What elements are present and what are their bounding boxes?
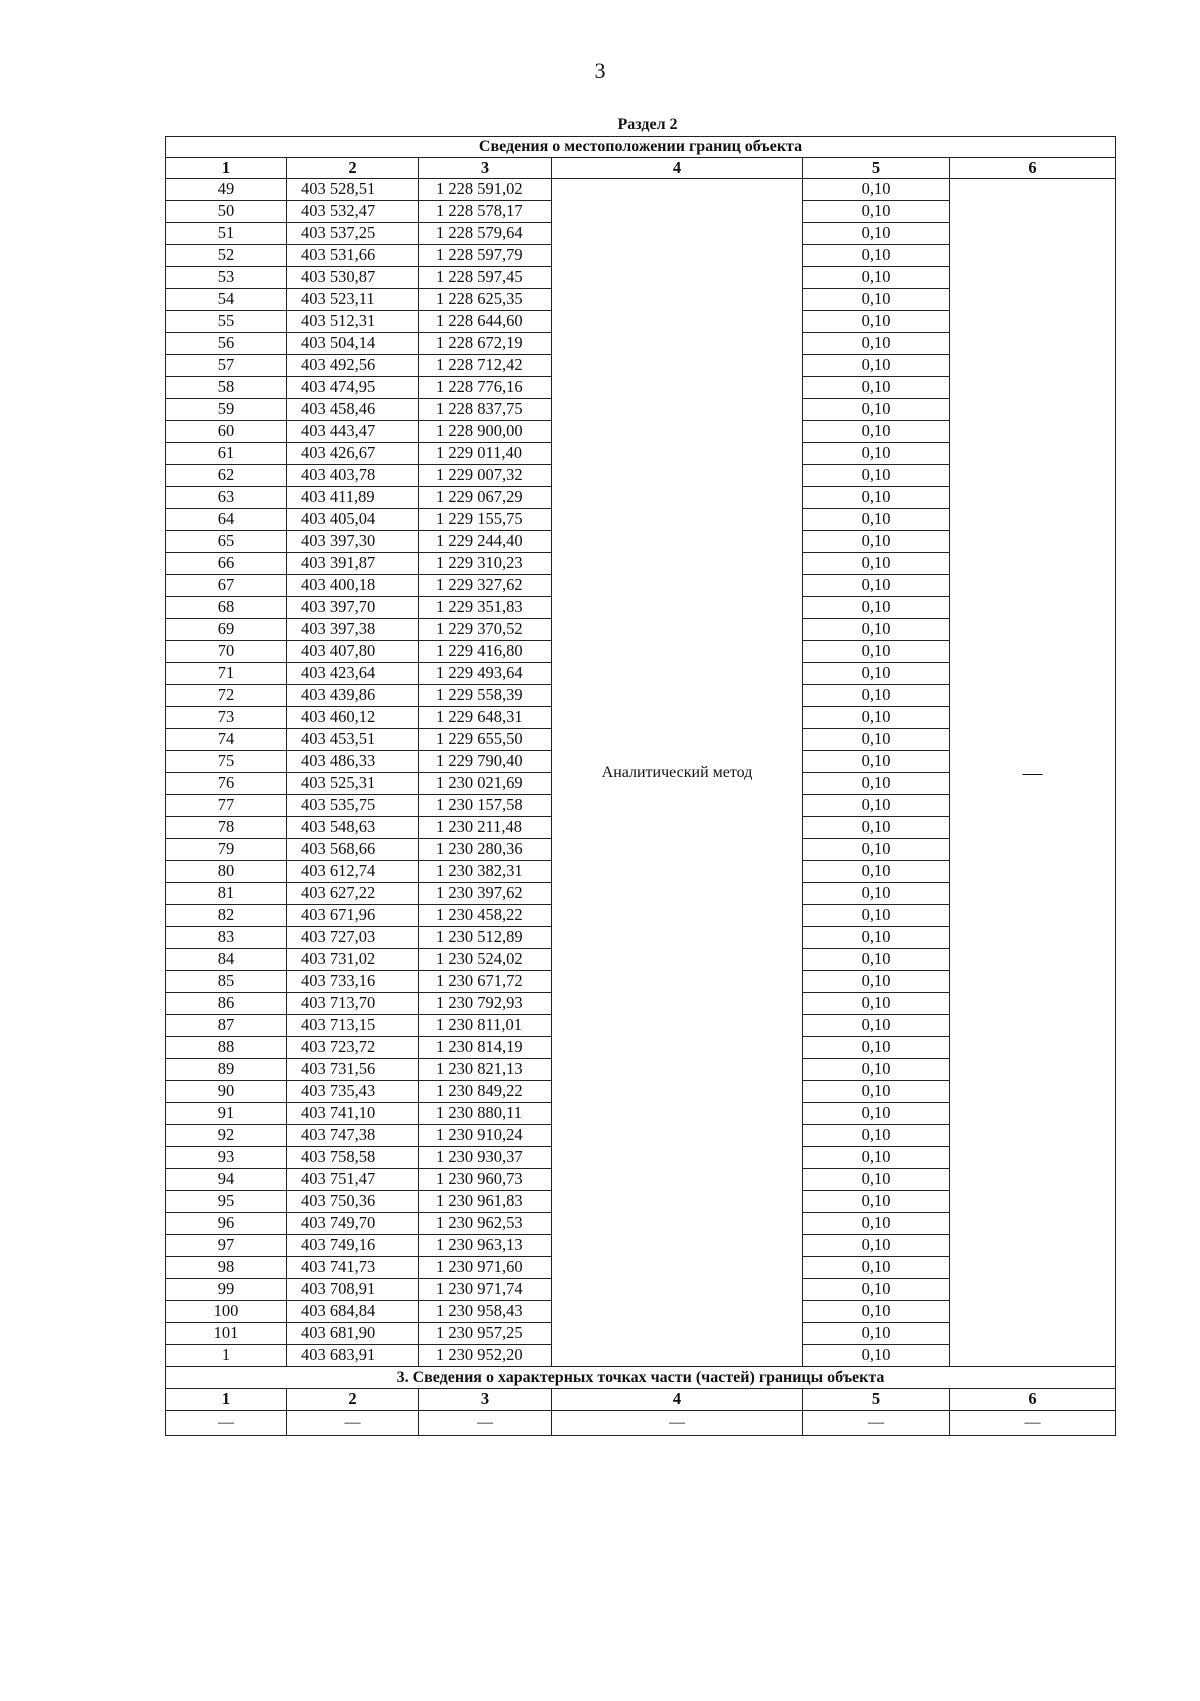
coord-x: 403 568,66: [287, 839, 419, 861]
coord-x: 403 474,95: [287, 377, 419, 399]
coord-x: 403 733,16: [287, 971, 419, 993]
column-number: 4: [552, 1389, 803, 1411]
accuracy: 0,10: [803, 1059, 950, 1081]
table-heading: Сведения о местоположении границ объекта: [166, 137, 1116, 158]
coord-y: 1 229 244,40: [419, 531, 552, 553]
point-number: 69: [166, 619, 287, 641]
point-number: 56: [166, 333, 287, 355]
coord-x: 403 747,38: [287, 1125, 419, 1147]
column-number: 2: [287, 158, 419, 179]
point-number: 78: [166, 817, 287, 839]
coord-x: 403 671,96: [287, 905, 419, 927]
empty-dash-cell: —: [803, 1411, 950, 1436]
point-number: 65: [166, 531, 287, 553]
point-number: 99: [166, 1279, 287, 1301]
point-number: 1: [166, 1345, 287, 1367]
boundary-table: [165, 136, 1116, 1436]
coord-x: 403 535,75: [287, 795, 419, 817]
page-number: 3: [594, 58, 606, 83]
point-number: 72: [166, 685, 287, 707]
empty-dash-cell: —: [287, 1411, 419, 1436]
accuracy: 0,10: [803, 355, 950, 377]
coord-y: 1 228 625,35: [419, 289, 552, 311]
coord-x: 403 423,64: [287, 663, 419, 685]
table-heading-row: [166, 137, 1116, 158]
coord-y: 1 229 011,40: [419, 443, 552, 465]
coord-y: 1 229 155,75: [419, 509, 552, 531]
coord-y: 1 228 776,16: [419, 377, 552, 399]
point-number: 63: [166, 487, 287, 509]
accuracy: 0,10: [803, 685, 950, 707]
coord-y: 1 229 310,23: [419, 553, 552, 575]
column-number: 3: [419, 158, 552, 179]
coord-y: 1 230 397,62: [419, 883, 552, 905]
accuracy: 0,10: [803, 1235, 950, 1257]
column-number: 6: [950, 1389, 1116, 1411]
point-number: 97: [166, 1235, 287, 1257]
coord-y: 1 228 597,79: [419, 245, 552, 267]
accuracy: 0,10: [803, 1191, 950, 1213]
coord-x: 403 397,70: [287, 597, 419, 619]
coord-y: 1 229 655,50: [419, 729, 552, 751]
coord-y: 1 230 021,69: [419, 773, 552, 795]
accuracy: 0,10: [803, 773, 950, 795]
part-section-heading: 3. Сведения о характерных точках части (частей) границы объекта: [166, 1367, 1116, 1389]
point-number: 96: [166, 1213, 287, 1235]
coord-y: 1 230 880,11: [419, 1103, 552, 1125]
coord-x: 403 523,11: [287, 289, 419, 311]
coord-x: 403 411,89: [287, 487, 419, 509]
coord-y: 1 228 591,02: [419, 179, 552, 201]
accuracy: 0,10: [803, 333, 950, 355]
coord-x: 403 532,47: [287, 201, 419, 223]
point-number: 98: [166, 1257, 287, 1279]
coord-y: 1 229 790,40: [419, 751, 552, 773]
accuracy: 0,10: [803, 399, 950, 421]
point-number: 79: [166, 839, 287, 861]
accuracy: 0,10: [803, 531, 950, 553]
point-number: 52: [166, 245, 287, 267]
point-number: 74: [166, 729, 287, 751]
accuracy: 0,10: [803, 729, 950, 751]
point-number: 76: [166, 773, 287, 795]
accuracy: 0,10: [803, 861, 950, 883]
accuracy: 0,10: [803, 1103, 950, 1125]
coord-y: 1 229 327,62: [419, 575, 552, 597]
point-number: 80: [166, 861, 287, 883]
point-number: 51: [166, 223, 287, 245]
empty-dash-cell: —: [552, 1411, 803, 1436]
coord-x: 403 486,33: [287, 751, 419, 773]
part-section-empty-row: [166, 1411, 1116, 1436]
coord-y: 1 230 849,22: [419, 1081, 552, 1103]
coord-x: 403 735,43: [287, 1081, 419, 1103]
accuracy: 0,10: [803, 245, 950, 267]
point-number: 70: [166, 641, 287, 663]
accuracy: 0,10: [803, 619, 950, 641]
accuracy: 0,10: [803, 465, 950, 487]
coord-x: 403 727,03: [287, 927, 419, 949]
accuracy: 0,10: [803, 795, 950, 817]
accuracy: 0,10: [803, 927, 950, 949]
coord-y: 1 230 811,01: [419, 1015, 552, 1037]
column-number: 3: [419, 1389, 552, 1411]
coord-y: 1 228 712,42: [419, 355, 552, 377]
empty-dash-cell: —: [419, 1411, 552, 1436]
coord-x: 403 439,86: [287, 685, 419, 707]
empty-dash-cell: —: [166, 1411, 287, 1436]
point-number: 100: [166, 1301, 287, 1323]
accuracy: 0,10: [803, 1081, 950, 1103]
coord-y: 1 229 648,31: [419, 707, 552, 729]
coord-y: 1 228 644,60: [419, 311, 552, 333]
accuracy: 0,10: [803, 1147, 950, 1169]
coord-y: 1 230 961,83: [419, 1191, 552, 1213]
coord-x: 403 405,04: [287, 509, 419, 531]
point-number: 55: [166, 311, 287, 333]
coord-y: 1 229 067,29: [419, 487, 552, 509]
accuracy: 0,10: [803, 487, 950, 509]
point-number: 90: [166, 1081, 287, 1103]
accuracy: 0,10: [803, 553, 950, 575]
coord-x: 403 741,73: [287, 1257, 419, 1279]
point-number: 67: [166, 575, 287, 597]
accuracy: 0,10: [803, 1125, 950, 1147]
accuracy: 0,10: [803, 201, 950, 223]
coord-x: 403 504,14: [287, 333, 419, 355]
accuracy: 0,10: [803, 179, 950, 201]
accuracy: 0,10: [803, 1037, 950, 1059]
point-number: 59: [166, 399, 287, 421]
coord-x: 403 530,87: [287, 267, 419, 289]
coord-y: 1 229 351,83: [419, 597, 552, 619]
coord-x: 403 492,56: [287, 355, 419, 377]
accuracy: 0,10: [803, 1015, 950, 1037]
coord-y: 1 230 814,19: [419, 1037, 552, 1059]
coord-x: 403 684,84: [287, 1301, 419, 1323]
coord-x: 403 397,38: [287, 619, 419, 641]
coord-x: 403 525,31: [287, 773, 419, 795]
coord-x: 403 403,78: [287, 465, 419, 487]
coord-y: 1 230 963,13: [419, 1235, 552, 1257]
coord-y: 1 230 280,36: [419, 839, 552, 861]
coord-x: 403 426,67: [287, 443, 419, 465]
column-numbers-row: [166, 158, 1116, 179]
point-number: 101: [166, 1323, 287, 1345]
coord-y: 1 228 900,00: [419, 421, 552, 443]
column-number: 1: [166, 1389, 287, 1411]
point-number: 83: [166, 927, 287, 949]
coord-y: 1 229 370,52: [419, 619, 552, 641]
coord-x: 403 749,16: [287, 1235, 419, 1257]
part-section-column-numbers-row: [166, 1389, 1116, 1411]
coord-x: 403 713,15: [287, 1015, 419, 1037]
empty-dash-cell: —: [950, 1411, 1116, 1436]
coord-y: 1 228 597,45: [419, 267, 552, 289]
coord-x: 403 723,72: [287, 1037, 419, 1059]
accuracy: 0,10: [803, 663, 950, 685]
point-number: 53: [166, 267, 287, 289]
coord-y: 1 228 578,17: [419, 201, 552, 223]
accuracy: 0,10: [803, 949, 950, 971]
method-cell: Аналитический метод: [552, 179, 803, 1367]
accuracy: 0,10: [803, 905, 950, 927]
coord-y: 1 230 930,37: [419, 1147, 552, 1169]
column-number: 5: [803, 158, 950, 179]
column-number: 1: [166, 158, 287, 179]
accuracy: 0,10: [803, 575, 950, 597]
coord-y: 1 228 579,64: [419, 223, 552, 245]
accuracy: 0,10: [803, 1169, 950, 1191]
coord-y: 1 230 524,02: [419, 949, 552, 971]
point-number: 66: [166, 553, 287, 575]
point-number: 57: [166, 355, 287, 377]
coord-y: 1 230 458,22: [419, 905, 552, 927]
point-number: 49: [166, 179, 287, 201]
accuracy: 0,10: [803, 421, 950, 443]
point-number: 88: [166, 1037, 287, 1059]
section-title: Раздел 2: [617, 116, 678, 133]
coord-y: 1 228 672,19: [419, 333, 552, 355]
coord-y: 1 228 837,75: [419, 399, 552, 421]
accuracy: 0,10: [803, 377, 950, 399]
accuracy: 0,10: [803, 443, 950, 465]
point-number: 94: [166, 1169, 287, 1191]
coord-x: 403 458,46: [287, 399, 419, 421]
accuracy: 0,10: [803, 883, 950, 905]
column-number: 4: [552, 158, 803, 179]
point-number: 87: [166, 1015, 287, 1037]
coord-x: 403 443,47: [287, 421, 419, 443]
accuracy: 0,10: [803, 1213, 950, 1235]
accuracy: 0,10: [803, 971, 950, 993]
coord-x: 403 512,31: [287, 311, 419, 333]
accuracy: 0,10: [803, 267, 950, 289]
point-number: 85: [166, 971, 287, 993]
accuracy: 0,10: [803, 1323, 950, 1345]
coord-x: 403 683,91: [287, 1345, 419, 1367]
accuracy: 0,10: [803, 1279, 950, 1301]
point-number: 75: [166, 751, 287, 773]
coord-y: 1 230 971,60: [419, 1257, 552, 1279]
coord-y: 1 229 493,64: [419, 663, 552, 685]
coord-x: 403 713,70: [287, 993, 419, 1015]
coord-x: 403 612,74: [287, 861, 419, 883]
point-number: 60: [166, 421, 287, 443]
accuracy: 0,10: [803, 223, 950, 245]
point-number: 92: [166, 1125, 287, 1147]
point-number: 84: [166, 949, 287, 971]
accuracy: 0,10: [803, 839, 950, 861]
point-number: 89: [166, 1059, 287, 1081]
accuracy: 0,10: [803, 751, 950, 773]
coord-y: 1 230 792,93: [419, 993, 552, 1015]
coord-x: 403 731,02: [287, 949, 419, 971]
coord-y: 1 230 962,53: [419, 1213, 552, 1235]
coord-x: 403 537,25: [287, 223, 419, 245]
coord-x: 403 397,30: [287, 531, 419, 553]
accuracy: 0,10: [803, 311, 950, 333]
coord-y: 1 229 416,80: [419, 641, 552, 663]
point-number: 91: [166, 1103, 287, 1125]
point-number: 77: [166, 795, 287, 817]
column-number: 6: [950, 158, 1116, 179]
coord-y: 1 230 821,13: [419, 1059, 552, 1081]
part-section-heading-row: [166, 1367, 1116, 1389]
coord-x: 403 453,51: [287, 729, 419, 751]
accuracy: 0,10: [803, 597, 950, 619]
point-number: 81: [166, 883, 287, 905]
point-number: 54: [166, 289, 287, 311]
coord-y: 1 230 671,72: [419, 971, 552, 993]
accuracy: 0,10: [803, 707, 950, 729]
accuracy: 0,10: [803, 993, 950, 1015]
coord-x: 403 407,80: [287, 641, 419, 663]
coord-y: 1 230 211,48: [419, 817, 552, 839]
accuracy: 0,10: [803, 1301, 950, 1323]
coord-x: 403 758,58: [287, 1147, 419, 1169]
point-number: 62: [166, 465, 287, 487]
column-6-cell: —: [950, 179, 1116, 1367]
coord-y: 1 230 952,20: [419, 1345, 552, 1367]
coord-x: 403 531,66: [287, 245, 419, 267]
coord-x: 403 627,22: [287, 883, 419, 905]
accuracy: 0,10: [803, 1257, 950, 1279]
coord-y: 1 230 512,89: [419, 927, 552, 949]
coord-x: 403 391,87: [287, 553, 419, 575]
coord-x: 403 708,91: [287, 1279, 419, 1301]
coord-y: 1 230 960,73: [419, 1169, 552, 1191]
accuracy: 0,10: [803, 1345, 950, 1367]
accuracy: 0,10: [803, 817, 950, 839]
coord-y: 1 230 382,31: [419, 861, 552, 883]
point-number: 82: [166, 905, 287, 927]
accuracy: 0,10: [803, 509, 950, 531]
point-number: 86: [166, 993, 287, 1015]
point-number: 71: [166, 663, 287, 685]
coord-x: 403 460,12: [287, 707, 419, 729]
coord-y: 1 230 910,24: [419, 1125, 552, 1147]
coord-y: 1 230 958,43: [419, 1301, 552, 1323]
column-number: 5: [803, 1389, 950, 1411]
coord-y: 1 230 157,58: [419, 795, 552, 817]
accuracy: 0,10: [803, 289, 950, 311]
point-number: 93: [166, 1147, 287, 1169]
coord-x: 403 749,70: [287, 1213, 419, 1235]
coord-y: 1 230 957,25: [419, 1323, 552, 1345]
coord-x: 403 741,10: [287, 1103, 419, 1125]
coord-y: 1 229 007,32: [419, 465, 552, 487]
coord-y: 1 230 971,74: [419, 1279, 552, 1301]
coord-x: 403 751,47: [287, 1169, 419, 1191]
point-number: 61: [166, 443, 287, 465]
coord-x: 403 528,51: [287, 179, 419, 201]
coord-x: 403 548,63: [287, 817, 419, 839]
coord-x: 403 750,36: [287, 1191, 419, 1213]
point-number: 50: [166, 201, 287, 223]
coord-x: 403 681,90: [287, 1323, 419, 1345]
accuracy: 0,10: [803, 641, 950, 663]
point-number: 95: [166, 1191, 287, 1213]
point-number: 73: [166, 707, 287, 729]
coord-x: 403 731,56: [287, 1059, 419, 1081]
coord-y: 1 229 558,39: [419, 685, 552, 707]
table-row: [166, 179, 1116, 201]
column-number: 2: [287, 1389, 419, 1411]
coord-x: 403 400,18: [287, 575, 419, 597]
point-number: 64: [166, 509, 287, 531]
point-number: 68: [166, 597, 287, 619]
point-number: 58: [166, 377, 287, 399]
